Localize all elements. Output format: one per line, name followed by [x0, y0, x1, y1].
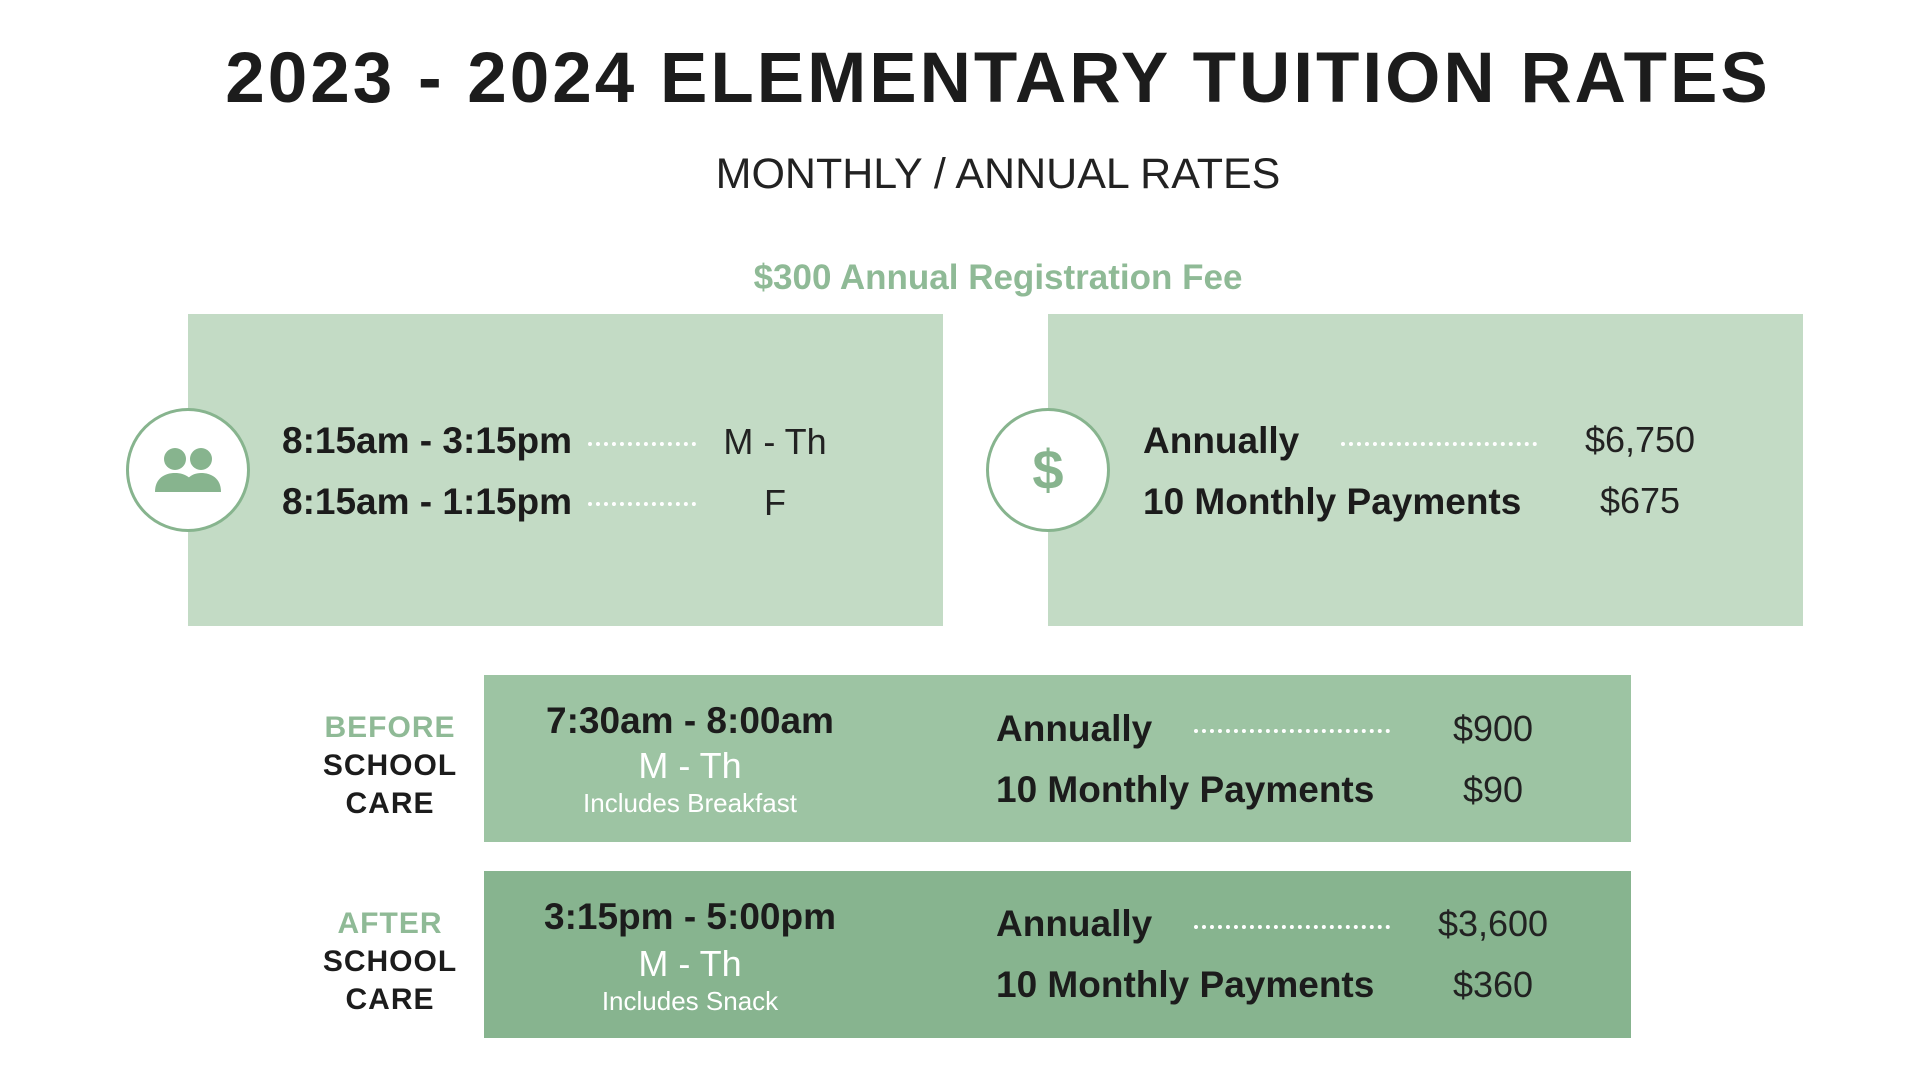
- before-label-monthly: 10 Monthly Payments: [996, 769, 1375, 810]
- tuition-label-annually: Annually: [1143, 420, 1300, 461]
- after-care-note: Includes Snack: [601, 986, 779, 1016]
- dollar-icon-circle: [986, 408, 1110, 532]
- people-icon-circle: [126, 408, 250, 532]
- after-label-monthly: 10 Monthly Payments: [996, 964, 1375, 1005]
- after-label-annually: Annually: [996, 903, 1153, 944]
- after-amount-monthly: $360: [1452, 964, 1534, 1005]
- tuition-amount-annually: $6,750: [1584, 419, 1696, 460]
- before-label-annually: Annually: [996, 708, 1153, 749]
- before-amount-annually: $900: [1452, 708, 1534, 749]
- after-care-days: M - Th: [638, 943, 742, 984]
- people-icon: [153, 446, 223, 494]
- registration-fee: $300 Annual Registration Fee: [753, 258, 1243, 297]
- tuition-panel: [1048, 314, 1803, 626]
- dot-leader: [588, 502, 696, 506]
- before-amount-monthly: $90: [1462, 769, 1524, 810]
- dot-leader: [1341, 442, 1537, 446]
- after-label-accent: AFTER: [337, 907, 443, 940]
- before-care-label: [280, 709, 500, 823]
- after-label-line2: SCHOOL: [322, 945, 458, 978]
- page-title: 2023 - 2024 ELEMENTARY TUITION RATES: [225, 39, 1771, 118]
- before-label-line3: CARE: [345, 787, 435, 820]
- after-care-time: 3:15pm - 5:00pm: [544, 896, 836, 937]
- after-label-line3: CARE: [345, 983, 435, 1016]
- hours-panel: [188, 314, 943, 626]
- dollar-icon: $: [1032, 438, 1064, 501]
- hours-days-1: M - Th: [723, 421, 827, 462]
- after-care-label: [280, 905, 500, 1019]
- dot-leader: [588, 442, 696, 446]
- before-care-days: M - Th: [638, 745, 742, 786]
- before-care-note: Includes Breakfast: [583, 788, 797, 818]
- hours-days-2: F: [764, 482, 786, 523]
- after-amount-annually: $3,600: [1437, 903, 1549, 944]
- before-care-time: 7:30am - 8:00am: [546, 700, 834, 741]
- tuition-amount-monthly: $675: [1599, 480, 1681, 521]
- hours-time-1: 8:15am - 3:15pm: [282, 420, 572, 461]
- hours-time-2: 8:15am - 1:15pm: [282, 481, 572, 522]
- dot-leader: [1194, 925, 1390, 929]
- tuition-label-monthly: 10 Monthly Payments: [1143, 481, 1522, 522]
- dot-leader: [1194, 729, 1390, 733]
- before-label-accent: BEFORE: [324, 711, 456, 744]
- before-label-line2: SCHOOL: [322, 749, 458, 782]
- page-subtitle: MONTHLY / ANNUAL RATES: [715, 150, 1281, 198]
